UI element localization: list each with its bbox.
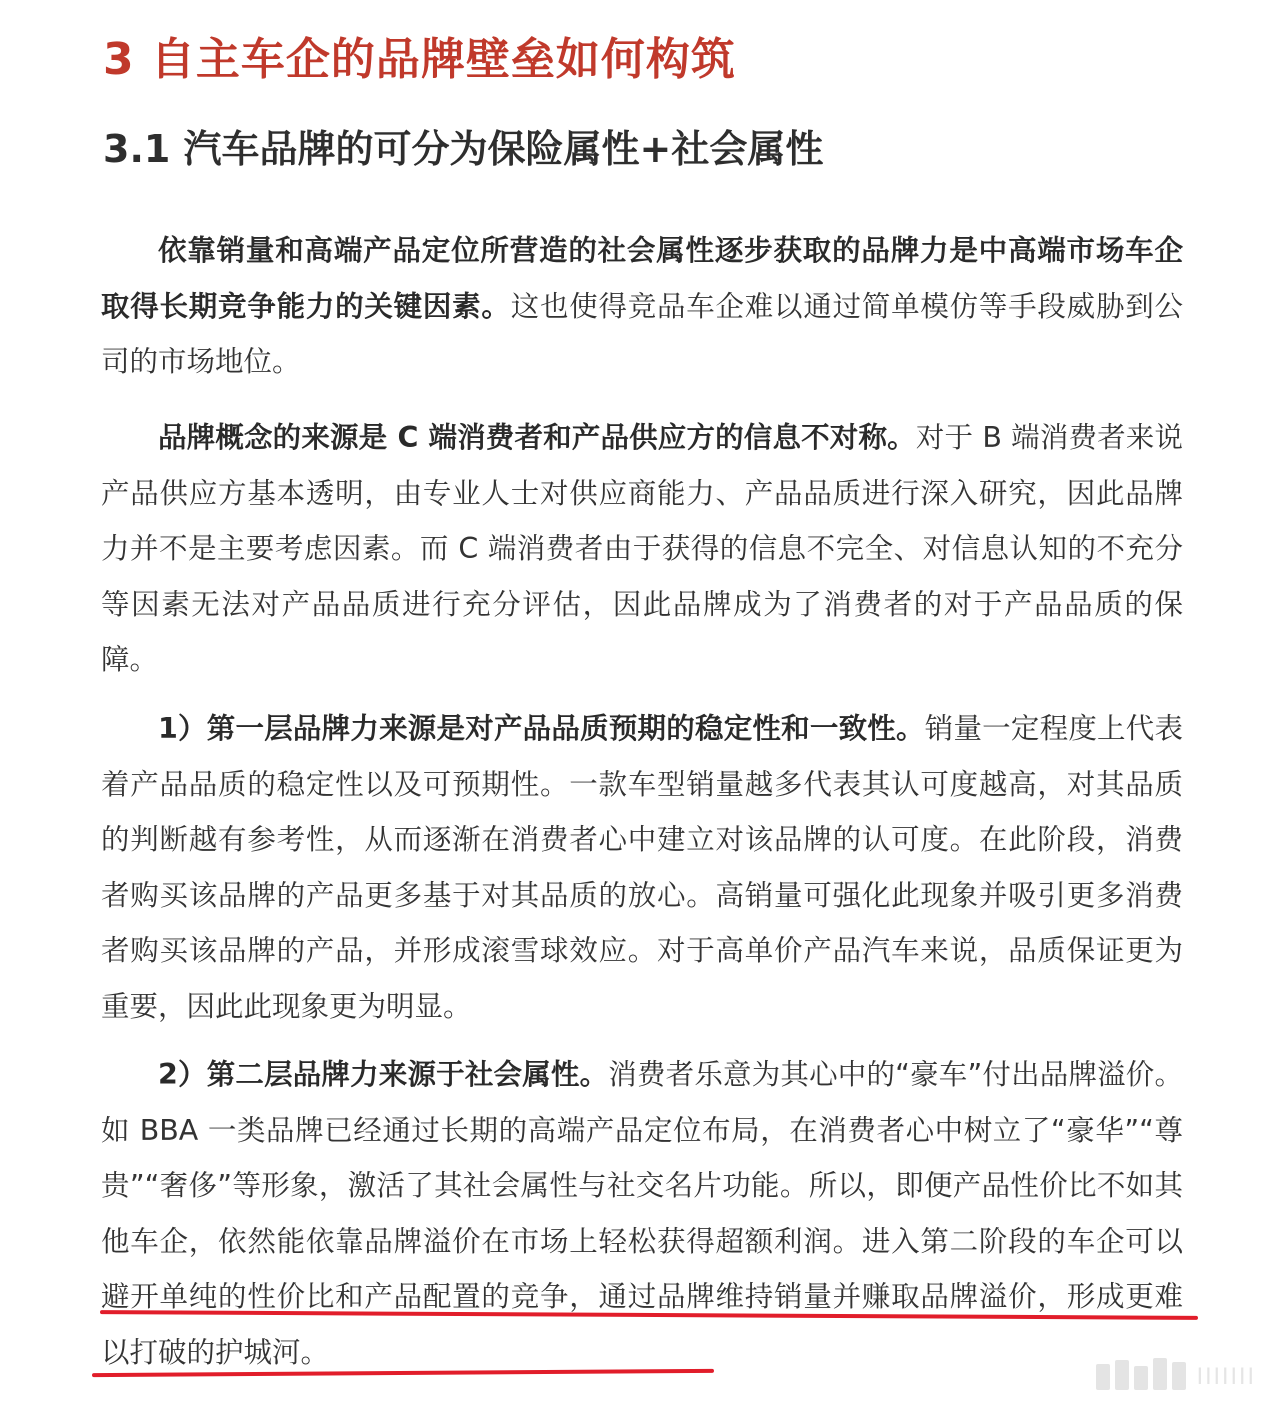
paragraph-3-text: 销量一定程度上代表着产品品质的稳定性以及可预期性。一款车型销量越多代表其认可度越高，对其品质的判断越有参考性，从而逐渐在消费者心中建立对该品牌的认可度。在此阶段，消费者购买该品牌的产品更多基于对其品质的放心。高销量可强化此现象并吸引更多消费者购买该品牌的产品，并形成滚雪球效应。对于高单价产品汽车来说，品质保证更为重要，因此此现象更为明显。 (101, 712, 1183, 1023)
watermark-bar-icon (1096, 1364, 1110, 1390)
paragraph-3-bold: 1）第一层品牌力来源是对产品品质预期的稳定性和一致性。 (158, 712, 925, 745)
watermark-bar-icon (1115, 1360, 1129, 1390)
watermark-bar-icon (1153, 1358, 1167, 1390)
paragraph-4-bold: 2）第二层品牌力来源于社会属性。 (158, 1058, 609, 1091)
paragraph-1 (101, 223, 1183, 390)
watermark-bar-icon (1172, 1362, 1186, 1390)
paragraph-4-text: 消费者乐意为其心中的“豪车”付出品牌溢价。如 BBA 一类品牌已经通过长期的高端产品定位布局，在消费者心中树立了“豪华”“尊贵”“奢侈”等形象，激活了其社会属性与社交名片功能。所以，即便产品性价比不如其他车企，依然能依靠品牌溢价在市场上轻松获得超额利润。进入第二阶段的车企可以避开单纯的性价比和产品配置的竞争，通过品牌维持销量并赚取品牌溢价，形成更难以打破的护城河。 (101, 1058, 1183, 1369)
paragraph-2-text: 对于 B 端消费者来说产品供应方基本透明，由专业人士对供应商能力、产品品质进行深入研究，因此品牌力并不是主要考虑因素。而 C 端消费者由于获得的信息不完全、对信息认知的不充分等因素无法对产品品质进行充分评估，因此品牌成为了消费者的对于产品品质的保障。 (101, 421, 1183, 676)
paragraph-2 (101, 410, 1183, 688)
paragraph-1-text: 这也使得竞品车企难以通过简单模仿等手段威胁到公司的市场地位。 (101, 289, 1183, 378)
paragraph-3 (101, 701, 1183, 1034)
section-heading: 3 自主车企的品牌壁垒如何构筑 (103, 34, 736, 85)
watermark-bar-icon (1134, 1366, 1148, 1390)
paragraph-4 (101, 1047, 1183, 1380)
paragraph-2-bold: 品牌概念的来源是 C 端消费者和产品供应方的信息不对称。 (158, 421, 916, 454)
paragraph-1-bold: 依靠销量和高端产品定位所营造的社会属性逐步获取的品牌力是中高端市场车企取得长期竞争能力的关键因素。 (101, 234, 1183, 323)
subsection-heading: 3.1 汽车品牌的可分为保险属性+社会属性 (103, 127, 824, 171)
watermark-text: IIIIIII (1196, 1365, 1256, 1390)
watermark-logo (1096, 1358, 1256, 1390)
